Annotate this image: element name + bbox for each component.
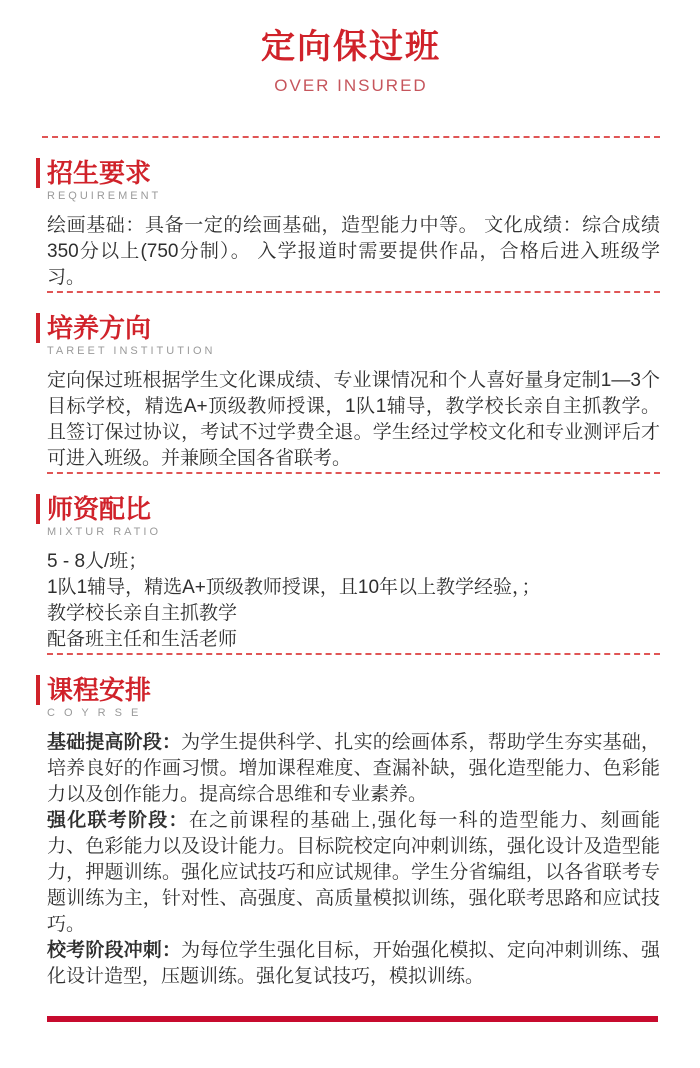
page-subtitle: OVER INSURED	[274, 76, 428, 95]
body-paragraph	[47, 938, 660, 990]
paragraph-text: 在之前课程的基础上,强化每一科的造型能力、刻画能力、色彩能力以及设计能力。目标院校定向冲刺训练，强化设计及造型能力，押题训练。强化应试技巧和应试规律。学生分省编组，以各省联考专题训练为主，针对性、高强度、高质量模拟训练，强化联考思路和应试技巧。	[47, 810, 660, 935]
section-title: 课程安排	[36, 675, 660, 705]
bottom-rule	[47, 1016, 658, 1022]
paragraph-lead: 强化联考阶段：	[47, 810, 189, 831]
section-label: TAREET INSTITUTION	[47, 345, 216, 357]
flyer-page	[0, 26, 700, 1068]
section-body	[47, 730, 660, 990]
body-paragraph: 5 - 8人/班；	[47, 551, 148, 572]
section-teacher-ratio	[42, 474, 660, 655]
section-body	[47, 549, 660, 653]
page-title: 定向保过班	[261, 28, 441, 66]
body-paragraph: 配备班主任和生活老师	[47, 629, 238, 650]
section-training-direction	[42, 293, 660, 474]
paragraph-text: 为学生提供科学、扎实的绘画体系，帮助学生夯实基础，培养良好的作画习惯。增加课程难度、查漏补缺，强化造型能力、色彩能力以及创作能力。提高综合思维和专业素养。	[47, 732, 660, 805]
body-paragraph: 教学校长亲自主抓教学	[47, 603, 238, 624]
body-paragraph	[47, 730, 660, 808]
section-course-schedule	[42, 655, 660, 990]
section-label: REQUIREMENT	[47, 190, 162, 202]
body-paragraph: 1队1辅导，精选A+顶级教师授课，且10年以上教学经验，；	[47, 577, 541, 598]
paragraph-text: 为每位学生强化目标，开始强化模拟、定向冲刺训练、强化设计造型，压题训练。强化复试技巧，模拟训练。	[47, 940, 660, 987]
paragraph-lead: 基础提高阶段：	[47, 732, 182, 753]
section-title: 师资配比	[36, 494, 660, 524]
section-label: C O Y R S E	[47, 707, 142, 719]
body-paragraph: 绘画基础：具备一定的绘画基础，造型能力中等。 文化成绩：综合成绩350分以上(750分制）。 入学报道时需要提供作品，合格后进入班级学习。	[47, 215, 660, 288]
body-paragraph	[47, 808, 660, 938]
body-paragraph: 定向保过班根据学生文化课成绩、专业课情况和个人喜好量身定制1—3个目标学校，精选A+顶级教师授课，1队1辅导，教学校长亲自主抓教学。且签订保过协议，考试不过学费全退。学生经过学校文化和专业测评后才可进入班级。并兼顾全国各省联考。	[47, 370, 660, 469]
section-body	[47, 213, 660, 291]
paragraph-lead: 校考阶段冲刺：	[47, 940, 182, 961]
section-label: MIXTUR RATIO	[47, 526, 162, 538]
section-body	[47, 368, 660, 472]
section-title: 招生要求	[36, 158, 660, 188]
section-admission-requirements	[42, 138, 660, 293]
section-title: 培养方向	[36, 313, 660, 343]
